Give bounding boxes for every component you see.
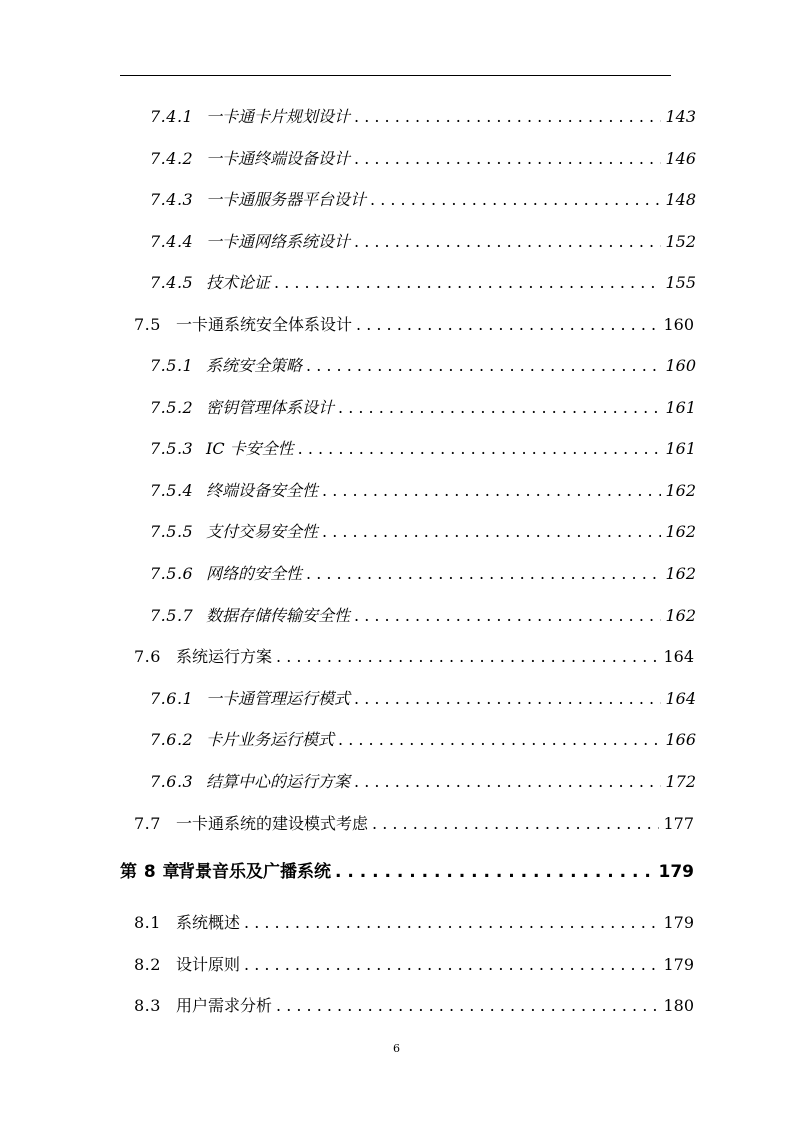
toc-entry-title: 技术论证: [206, 273, 271, 292]
toc-entry-title: 终端设备安全性: [206, 481, 319, 500]
toc-entry[interactable]: [134, 314, 694, 336]
toc-entry-page: 161: [665, 398, 696, 417]
toc-entry-page: 162: [665, 522, 696, 541]
toc-entry[interactable]: [134, 954, 694, 976]
toc-entry[interactable]: [150, 397, 696, 419]
toc-chapter-entry[interactable]: [120, 861, 694, 883]
toc-entry-title: 一卡通服务器平台设计: [206, 190, 367, 209]
toc-chapter-title: 背景音乐及广播系统: [178, 862, 331, 882]
toc-leader-dots: [306, 563, 661, 585]
toc-leader-dots: [335, 861, 655, 883]
toc-leader-dots: [354, 605, 661, 627]
toc-entry-title: 卡片业务运行模式: [206, 730, 335, 749]
toc-entry[interactable]: [150, 272, 696, 294]
toc-entry-number: 7.6.3: [150, 772, 194, 791]
toc-entry-page: 161: [665, 439, 696, 458]
toc-entry-number: 7.4.2: [150, 149, 194, 168]
toc-entry-number: 7.5.1: [150, 356, 194, 375]
toc-entry-page: 148: [665, 190, 696, 209]
toc-entry-number: 7.5.3: [150, 439, 194, 458]
toc-entry-number: 8.2: [134, 955, 161, 974]
toc-entry-number: 7.4.4: [150, 232, 194, 251]
toc-entry-page: 162: [665, 564, 696, 583]
toc-entry-number: 7.5.2: [150, 398, 194, 417]
toc-leader-dots: [338, 397, 661, 419]
toc-leader-dots: [354, 771, 661, 793]
toc-entry-title: 支付交易安全性: [206, 522, 319, 541]
toc-entry-page: 172: [665, 772, 696, 791]
toc-leader-dots: [372, 813, 659, 835]
toc-entry[interactable]: [150, 355, 696, 377]
toc-entry-title: 一卡通网络系统设计: [206, 232, 351, 251]
toc-entry-page: 179: [663, 913, 694, 932]
toc-leader-dots: [322, 521, 661, 543]
toc-leader-dots: [274, 272, 661, 294]
toc-entry[interactable]: [134, 912, 694, 934]
toc-entry-title: 网络的安全性: [206, 564, 303, 583]
toc-entry-title: 一卡通管理运行模式: [206, 689, 351, 708]
toc-entry-page: 179: [663, 955, 694, 974]
toc-entry-number: 7.6.1: [150, 689, 194, 708]
toc-entry-number: 7.5.4: [150, 481, 194, 500]
toc-entry-title: 密钥管理体系设计: [206, 398, 335, 417]
toc-entry-title: 一卡通卡片规划设计: [206, 107, 351, 126]
toc-entry-title: 用户需求分析: [176, 996, 273, 1015]
toc-entry-title: 系统概述: [176, 913, 241, 932]
toc-entry-page: 164: [663, 647, 694, 666]
toc-leader-dots: [338, 729, 661, 751]
toc-entry-number: 7.6.2: [150, 730, 194, 749]
toc-entry-number: 7.7: [134, 814, 161, 833]
toc-entry-number: 7.5.6: [150, 564, 194, 583]
toc-entry[interactable]: [150, 563, 696, 585]
toc-entry-page: 152: [665, 232, 696, 251]
toc-leader-dots: [370, 189, 661, 211]
toc-entry-title: IC 卡安全性: [206, 439, 294, 458]
toc-entry[interactable]: [150, 148, 696, 170]
toc-leader-dots: [306, 355, 661, 377]
toc-entry[interactable]: [150, 521, 696, 543]
toc-entry[interactable]: [150, 106, 696, 128]
toc-entry[interactable]: [150, 189, 696, 211]
toc-chapter-number: 第 8 章: [120, 862, 181, 882]
toc-entry-number: 8.3: [134, 996, 161, 1015]
toc-entry-page: 146: [665, 149, 696, 168]
toc-entry-page: 166: [665, 730, 696, 749]
toc-entry-title: 一卡通系统的建设模式考虑: [176, 814, 369, 833]
toc-entry[interactable]: [150, 688, 696, 710]
toc-leader-dots: [356, 314, 659, 336]
toc-entry-number: 7.5.5: [150, 522, 194, 541]
toc-leader-dots: [354, 148, 661, 170]
toc-entry-title: 一卡通终端设备设计: [206, 149, 351, 168]
toc-leader-dots: [322, 480, 661, 502]
toc-entry-title: 结算中心的运行方案: [206, 772, 351, 791]
toc-entry-page: 160: [665, 356, 696, 375]
toc-entry-number: 7.5.7: [150, 606, 194, 625]
toc-entry-page: 162: [665, 606, 696, 625]
toc-leader-dots: [354, 688, 661, 710]
toc-chapter-page: 179: [658, 862, 694, 882]
toc-leader-dots: [244, 912, 659, 934]
toc-entry[interactable]: [134, 646, 694, 668]
toc-entry[interactable]: [150, 438, 696, 460]
toc-entry-number: 8.1: [134, 913, 161, 932]
toc-entry[interactable]: [150, 771, 696, 793]
toc-entry-number: 7.4.5: [150, 273, 194, 292]
toc-entry[interactable]: [150, 480, 696, 502]
toc-entry[interactable]: [134, 813, 694, 835]
toc-entry-number: 7.6: [134, 647, 161, 666]
toc-entry-number: 7.4.1: [150, 107, 194, 126]
toc-leader-dots: [354, 231, 661, 253]
toc-entry-page: 160: [663, 315, 694, 334]
toc-entry-number: 7.5: [134, 315, 161, 334]
toc-entry-title: 一卡通系统安全体系设计: [176, 315, 353, 334]
toc-leader-dots: [244, 954, 659, 976]
toc-entry-title: 数据存储传输安全性: [206, 606, 351, 625]
page-number: 6: [393, 1042, 400, 1055]
toc-entry-title: 系统安全策略: [206, 356, 303, 375]
toc-leader-dots: [276, 646, 659, 668]
toc-entry-page: 164: [665, 689, 696, 708]
toc-entry-title: 设计原则: [176, 955, 241, 974]
toc-entry[interactable]: [150, 605, 696, 627]
toc-entry-page: 155: [665, 273, 696, 292]
toc-entry-title: 系统运行方案: [176, 647, 273, 666]
toc-entry-page: 143: [665, 107, 696, 126]
toc-entry-page: 177: [663, 814, 694, 833]
toc-entry-number: 7.4.3: [150, 190, 194, 209]
toc-entry-page: 180: [663, 996, 694, 1015]
toc-entry-page: 162: [665, 481, 696, 500]
toc-leader-dots: [354, 106, 661, 128]
toc-leader-dots: [276, 995, 659, 1017]
toc-entry[interactable]: [150, 231, 696, 253]
toc-entry[interactable]: [150, 729, 696, 751]
toc-entry[interactable]: [134, 995, 694, 1017]
toc-leader-dots: [298, 438, 662, 460]
